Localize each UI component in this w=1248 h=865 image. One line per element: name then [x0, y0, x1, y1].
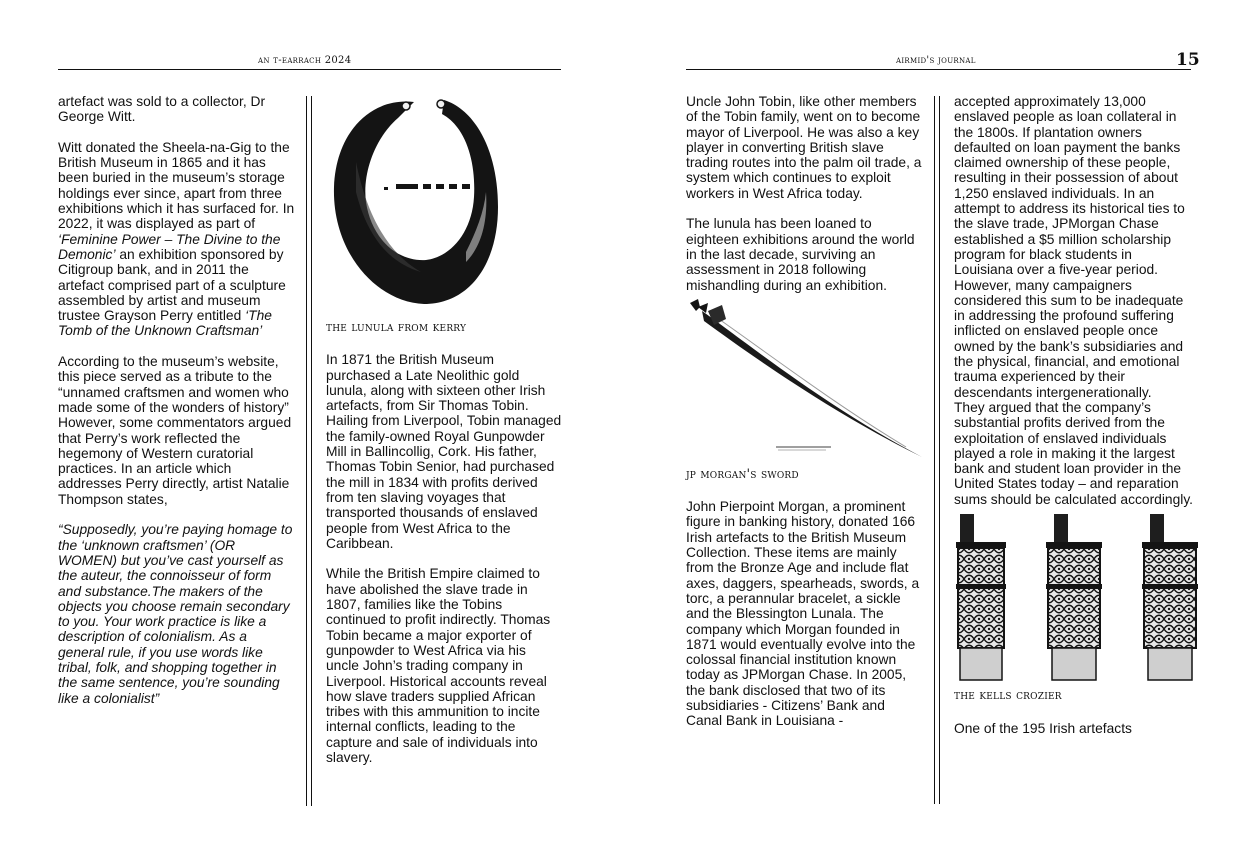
paragraph: They argued that the company’s substantial profits derived from the exploitation of enslaved individuals played a role in making it the largest bank and student loan provider in the United States today – and reparation sums should be calculated accordingly.: [954, 399, 1194, 507]
paragraph: In 1871 the British Museum purchased a Late Neolithic gold lunula, along with sixteen other Irish artefacts, from Sir Thomas Tobin. Hailing from Liverpool, Tobin managed the family-owned Royal Gunpowder Mill in Ballincollig, Cork. His father, Thomas Tobin Senior, had purchased the mill in 1834 with profits derived from ten slaving voyages that transported thousands of enslaved people from West Africa to the Caribbean.: [326, 352, 562, 551]
page-number: 15: [1176, 50, 1200, 70]
paragraph: According to the museum’s website, this piece served as a tribute to the “unnamed craftsmen and women who made some of the wonders of history” However, some commentators argued that Perry’s work reflected the hegemony of Western curatorial practices. In an article which addresses Perry directly, artist Natalie Thompson states,: [58, 354, 292, 507]
sword-image: [686, 297, 926, 459]
lunula-image: [326, 92, 502, 312]
paragraph: accepted approximately 13,000 enslaved people as loan collateral in the 1800s. If plantation owners defaulted on loan payment the banks claimed ownership of these people, resulting in their possession of about 1,250 enslaved individuals. In an attempt to address its historical ties to the slave trade, JPMorgan Chase established a $5 million scholarship program for black students in Louisiana over a five-year period. However, many campaigners considered this sum to be inadequate in addressing the profound suffering inflicted on enslaved people once owned by the bank’s subsidiaries and the physical, financial, and emotional trauma experienced by their descendants intergenerationally.: [954, 94, 1185, 400]
paragraph: One of the 195 Irish artefacts: [954, 720, 1132, 736]
figure-caption: the kells crozier: [954, 688, 1062, 704]
paragraph: While the British Empire claimed to have abolished the slave trade in 1807, families like the Tobins continued to profit indirectly. Thomas Tobin became a major exporter of gunpowder to West Africa via his uncle John’s trading company in Liverpool. Historical accounts reveal how slave traders supplied African tribes with this ammunition to incite internal conflicts, leading to the capture and sale of individuals into slavery.: [326, 566, 551, 766]
right-col-1: [686, 94, 924, 729]
paragraph: Uncle John Tobin, like other members of the Tobin family, went on to become mayor of Liverpool. He was also a key player in converting British slave trading routes into the palm oil trade, a system which continues to exploit workers in West Africa today.: [686, 94, 922, 201]
header-rule-left: [58, 69, 561, 70]
left-col-2: [326, 92, 562, 765]
left-col-1: [58, 94, 296, 706]
right-page: [624, 0, 1248, 865]
column-divider: [934, 96, 940, 804]
paragraph: John Pierpoint Morgan, a prominent figure in banking history, donated 166 Irish artefacts to the British Museum Collection. These items are mainly from the Bronze Age and include flat axes, daggers, spearheads, swords, a torc, a perannular bracelet, a sickle and the Blessington Lunala. The company which Morgan founded in 1871 would eventually evolve into the colossal financial institution known today as JPMorgan Chase. In 2005, the bank disclosed that two of its subsidiaries - Citizens’ Bank and Canal Bank in Louisiana -: [686, 499, 920, 729]
running-head-left: an t-earrach 2024: [258, 55, 352, 66]
quote-paragraph: “Supposedly, you’re paying homage to the ‘unknown craftsmen’ (OR WOMEN) but you’ve cast yourself as the auteur, the connoisseur of form and substance.The makers of the objects you choose remain secondary to you. Your work practice is like a description of colonialism. As a general rule, if you use words like tribal, folk, and shopping together in the same sentence, you’re sounding like a colonialist”: [58, 522, 293, 706]
figure-caption: the lunula from kerry: [326, 320, 467, 335]
paragraph: [58, 140, 296, 339]
text-run: an exhibition sponsored by Citigroup bank, and in 2011 the artefact comprised part of a sculpture assembled by artist and museum trustee Grayson Perry entitled: [58, 246, 286, 324]
header-rule-right: [686, 69, 1191, 70]
paragraph: The lunula has been loaned to eighteen exhibitions around the world in the last decade, surviving an assessment in 2018 following mishandling during an exhibition.: [686, 216, 915, 293]
exhibition-title: ‘Feminine Power – The Divine to the Demonic’: [58, 231, 281, 262]
right-col-2: [954, 94, 1194, 736]
paragraph: artefact was sold to a collector, Dr George Witt.: [58, 94, 266, 125]
column-divider: [306, 96, 312, 806]
running-head-right: airmid's journal: [896, 55, 976, 66]
artwork-title: ‘The Tomb of the Unknown Craftsman’: [58, 308, 272, 339]
text-run: Witt donated the Sheela-na-Gig to the British Museum in 1865 and it has been buried in the museum’s storage holdings ever since, apart from three exhibitions which it has surfaced for. In 2022, it was displayed as part of: [58, 139, 295, 232]
figure-caption: jp morgan's sword: [686, 466, 799, 482]
crozier-image: [954, 514, 1208, 682]
